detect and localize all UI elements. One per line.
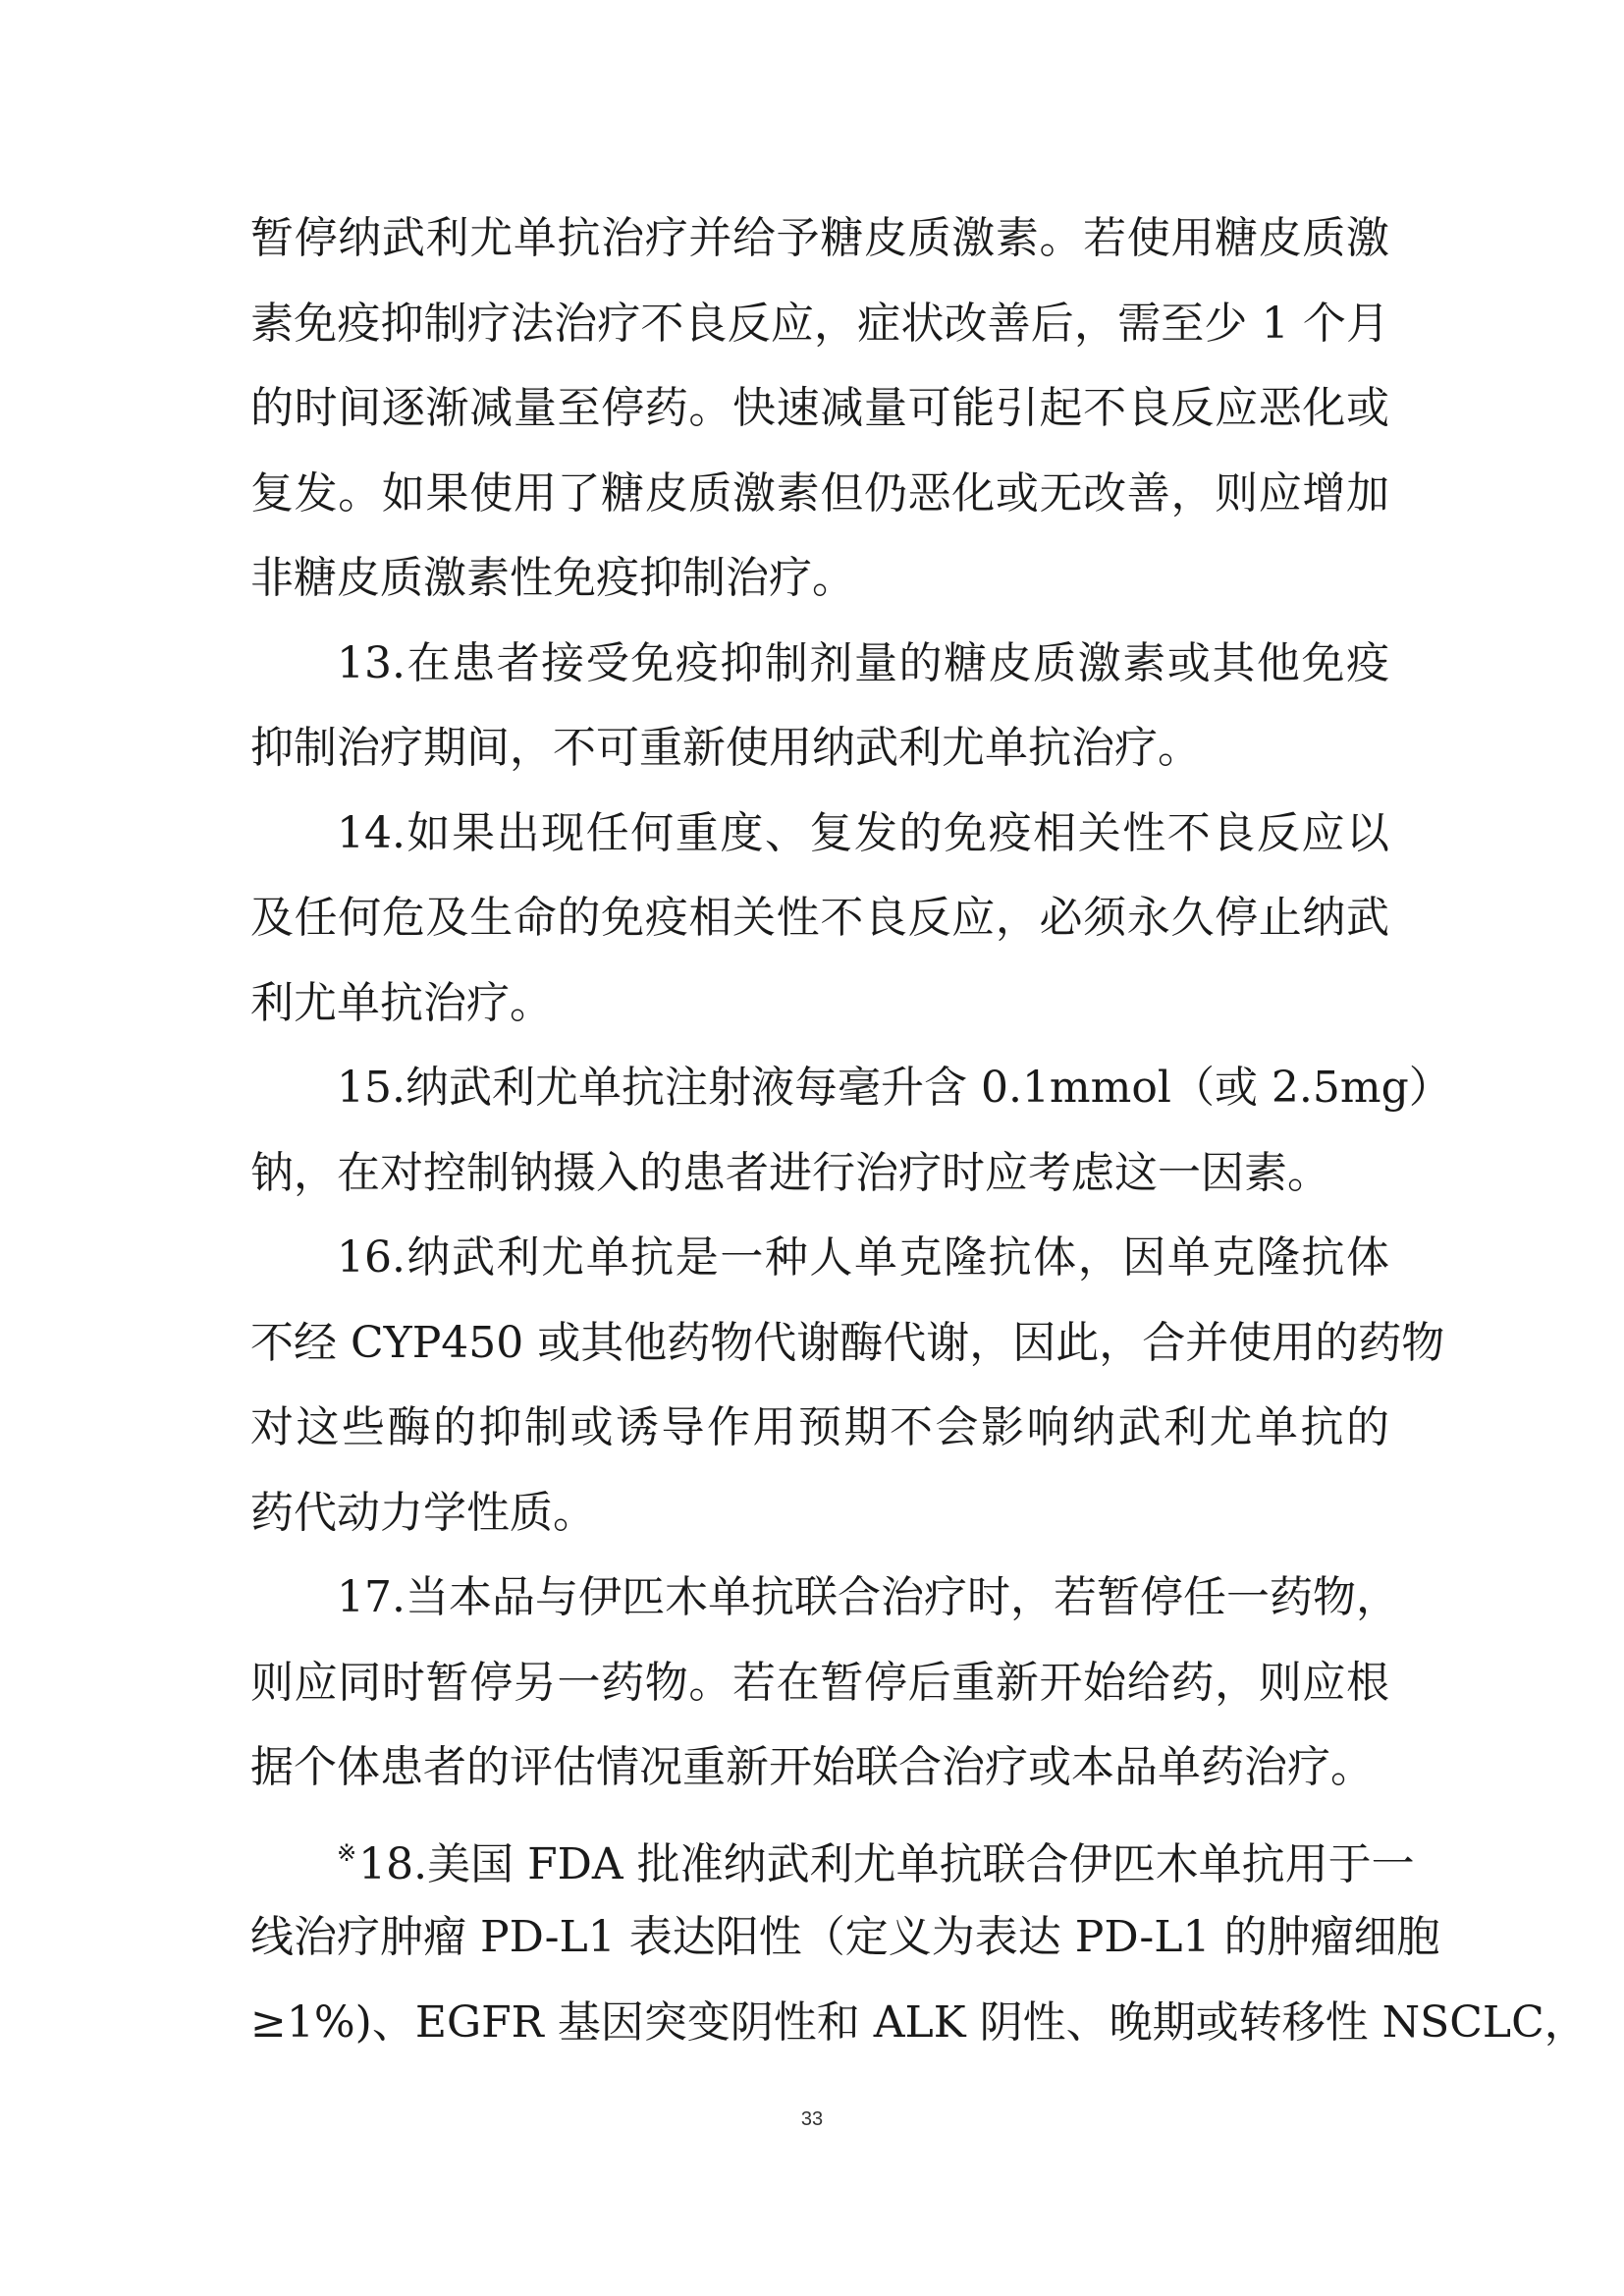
line-text: 对这些酶的抑制或诱导作用预期不会影响纳武利尤单抗的 (250, 1402, 1389, 1452)
line-text: 及任何危及生命的免疫相关性不良反应，必须永久停止纳武 (250, 893, 1389, 943)
text-line (250, 622, 1389, 707)
line-text: 钠，在对控制钠摄入的患者进行治疗时应考虑这一因素。 (250, 1147, 1330, 1198)
paragraph-p17 (250, 1556, 1399, 1811)
line-text: 不经 CYP450 或其他药物代谢酶代谢，因此，合并使用的药物 (250, 1317, 1445, 1368)
paragraph-p15 (250, 1046, 1452, 1216)
line-text: 复发。如果使用了糖皮质激素但仍恶化或无改善，则应增加 (250, 467, 1389, 519)
paragraph-p16 (250, 1216, 1445, 1556)
paragraph-p18 (250, 1811, 1588, 2066)
body-text (250, 196, 1588, 2065)
page-number: 33 (800, 2108, 824, 2130)
line-text: 18.美国 FDA 批准纳武利尤单抗联合伊匹木单抗用于一 (358, 1838, 1415, 1889)
text-line (250, 1046, 1452, 1131)
text-line (250, 366, 1389, 452)
text-line (250, 1895, 1440, 1981)
line-text: 药代动力学性质。 (250, 1487, 596, 1538)
reference-mark: ※ (337, 1838, 357, 1867)
text-line (250, 1556, 1399, 1641)
line-text: 利尤单抗治疗。 (250, 977, 553, 1028)
text-line (250, 536, 1389, 622)
line-text: 据个体患者的评估情况重新开始联合治疗或本品单药治疗。 (250, 1742, 1374, 1792)
text-line (250, 792, 1389, 877)
paragraph-p14 (250, 792, 1389, 1047)
text-line (250, 452, 1389, 537)
line-text: 线治疗肿瘤 PD-L1 表达阳性（定义为表达 PD-L1 的肿瘤细胞 (250, 1912, 1440, 1962)
line-text: 15.纳武利尤单抗注射液每毫升含 0.1mmol（或 2.5mg） (337, 1063, 1452, 1113)
paragraph-p12-continued (250, 196, 1389, 622)
text-line (250, 1216, 1389, 1301)
line-text: 则应同时暂停另一药物。若在暂停后重新开始给药，则应根 (250, 1657, 1389, 1708)
text-line (250, 282, 1389, 367)
text-line (250, 1386, 1389, 1471)
text-line (250, 876, 1389, 961)
text-line (250, 1301, 1445, 1387)
line-text: 14.如果出现任何重度、复发的免疫相关性不良反应以 (337, 807, 1389, 858)
line-text: 的时间逐渐减量至停药。快速减量可能引起不良反应恶化或 (250, 383, 1389, 433)
text-line (250, 1725, 1389, 1811)
line-text: 抑制治疗期间，不可重新使用纳武利尤单抗治疗。 (250, 723, 1201, 773)
line-text: ≥1%)、EGFR 基因突变阴性和 ALK 阴性、晚期或转移性 NSCLC， (250, 1996, 1588, 2048)
paragraph-p13 (250, 622, 1389, 792)
line-text: 素免疫抑制疗法治疗不良反应，症状改善后，需至少 1 个月 (250, 298, 1389, 349)
line-text: 非糖皮质激素性免疫抑制治疗。 (250, 553, 855, 603)
text-line (250, 196, 1389, 282)
text-line (250, 1131, 1389, 1217)
line-text: 暂停纳武利尤单抗治疗并给予糖皮质激素。若使用糖皮质激 (250, 213, 1389, 263)
text-line (250, 1641, 1389, 1726)
text-line (250, 1471, 1389, 1557)
line-text: 13.在患者接受免疫抑制剂量的糖皮质激素或其他免疫 (337, 637, 1389, 688)
text-line (250, 1811, 1415, 1896)
text-line (250, 961, 1389, 1047)
text-line (250, 706, 1389, 792)
line-text: 17.当本品与伊匹木单抗联合治疗时，若暂停任一药物， (337, 1572, 1399, 1622)
line-text: 16.纳武利尤单抗是一种人单克隆抗体，因单克隆抗体 (337, 1232, 1389, 1283)
text-line (250, 1981, 1588, 2066)
